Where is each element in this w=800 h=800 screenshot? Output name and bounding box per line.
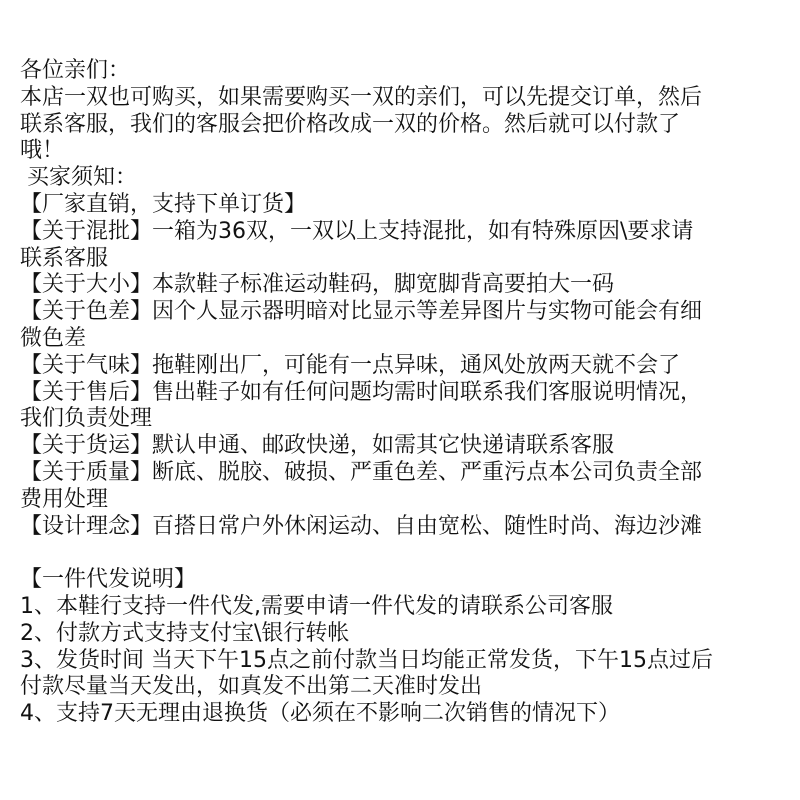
- dropship-line: 2、付款方式支持支付宝\银行转帐: [20, 620, 350, 646]
- notice-line: 【关于大小】本款鞋子标准运动鞋码，脚宽脚背高要拍大一码: [20, 272, 615, 298]
- intro-line: 本店一双也可购买，如果需要购买一双的亲们，可以先提交订单，然后: [20, 84, 703, 110]
- notice-document: [20, 58, 790, 728]
- intro-line: 联系客服，我们的客服会把价格改成一双的价格。然后就可以付款了: [20, 111, 681, 137]
- dropship-line: 付款尽量当天发出，如真发不出第二天准时发出: [20, 674, 483, 700]
- buyer-notice-title: 买家须知：: [20, 165, 137, 191]
- notice-line: 【设计理念】百搭日常户外休闲运动、自由宽松、随性时尚、海边沙滩: [20, 513, 703, 539]
- notice-line: 【关于货运】默认申通、邮政快递，如需其它快递请联系客服: [20, 433, 615, 459]
- notice-line: 【关于质量】断底、脱胶、破损、严重色差、严重污点本公司负责全部: [20, 459, 703, 485]
- notice-line: 【厂家直销，支持下单订货】: [20, 191, 307, 217]
- dropship-line: 1、本鞋行支持一件代发,需要申请一件代发的请联系公司客服: [20, 593, 613, 619]
- dropship-line: 4、支持7天无理由退换货（必须在不影响二次销售的情况下）: [20, 701, 620, 727]
- dropship-title: 【一件代发说明】: [20, 567, 197, 593]
- notice-line: 我们负责处理: [20, 406, 153, 432]
- section-spacer: [20, 540, 790, 567]
- dropship-line: 3、发货时间 当天下午15点之前付款当日均能正常发货，下午15点过后: [20, 647, 713, 673]
- intro-line: 哦！: [20, 138, 65, 164]
- salutation: 各位亲们：: [20, 58, 131, 83]
- notice-line: 联系客服: [20, 245, 109, 271]
- notice-line: 【关于气味】拖鞋刚出厂，可能有一点异味，通风处放两天就不会了: [20, 352, 681, 378]
- notice-line: 【关于售后】售出鞋子如有任何问题均需时间联系我们客服说明情况，: [20, 379, 703, 405]
- notice-line: 微色差: [20, 325, 87, 351]
- notice-line: 【关于色差】因个人显示器明暗对比显示等差异图片与实物可能会有细: [20, 299, 703, 325]
- notice-line: 费用处理: [20, 486, 109, 512]
- notice-line: 【关于混批】一箱为36双，一双以上支持混批，如有特殊原因\要求请: [20, 218, 694, 244]
